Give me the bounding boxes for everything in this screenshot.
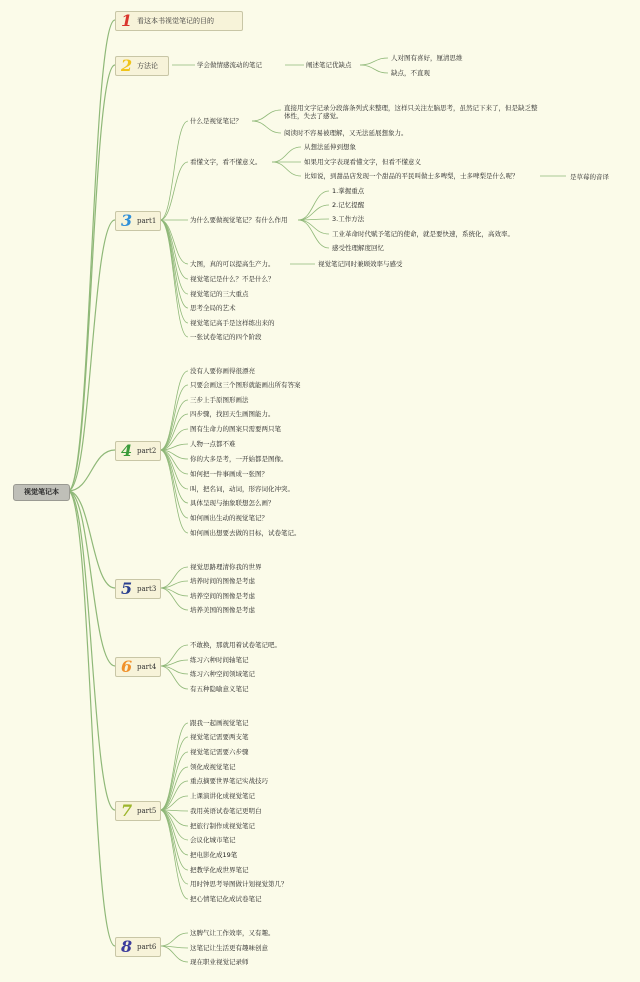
number-1-icon: 1	[121, 11, 133, 30]
part5-item[interactable]: 我用英语试卷笔记更明白	[190, 807, 262, 815]
connector-line	[272, 147, 301, 162]
connector-line	[160, 588, 188, 610]
connector-line	[68, 65, 115, 491]
connector-line	[160, 400, 188, 450]
number-8-icon: 8	[121, 937, 133, 956]
connector-line	[160, 810, 188, 840]
connector-line	[160, 450, 188, 518]
connector-line	[160, 810, 188, 870]
method-leaf[interactable]: 人对图有喜好，厘清思维	[391, 54, 463, 62]
method-node[interactable]: 学会做情感流动的笔记	[197, 61, 262, 69]
part5-item[interactable]: 把心情笔记化成试卷笔记	[190, 895, 262, 903]
branch-3-label: part1	[137, 217, 157, 225]
connector-line	[252, 121, 281, 133]
part1-subitem[interactable]: 工业革命时代赋予笔记的使命，就是要快速，系统化，高效率。	[332, 230, 514, 238]
part6-item[interactable]: 现在职业视觉记录师	[190, 958, 249, 966]
branch-8-node[interactable]	[115, 937, 161, 957]
number-6-icon: 6	[121, 657, 133, 676]
branch-7-node[interactable]	[115, 801, 161, 821]
part2-item[interactable]: 人物一点都不难	[190, 440, 236, 448]
connector-line	[360, 65, 388, 73]
part6-item[interactable]: 这笔记让生活更有趣味创意	[190, 944, 268, 952]
branch-5-node[interactable]	[115, 579, 161, 599]
part3-item[interactable]: 培养空间的图像是考虑	[190, 592, 255, 600]
number-4-icon: 4	[121, 441, 133, 460]
part5-item[interactable]: 跟我一起画视觉笔记	[190, 719, 249, 727]
part2-item[interactable]: 你的大多是考，一开始都是图像。	[190, 455, 288, 463]
part1-item[interactable]: 视觉笔记的三大重点	[190, 290, 249, 298]
branch-3-node[interactable]	[115, 211, 161, 231]
part2-item[interactable]: 叫，把名词，动词，形容词化冲突。	[190, 485, 294, 493]
part1-subitem[interactable]: 比如说，到甜品店发现一个甜品的平民叫做士多啤梨，士多啤梨是什么呢？	[304, 172, 519, 180]
connector-line	[160, 752, 188, 810]
part2-item[interactable]: 图有生命力的图案只需要两只笔	[190, 425, 281, 433]
part2-item[interactable]: 三步上手原图形画法	[190, 396, 249, 404]
part1-item[interactable]: 什么是视觉笔记？	[190, 117, 242, 125]
connector-line	[298, 220, 329, 234]
branch-4-label: part2	[137, 447, 157, 455]
part1-item[interactable]: 大图，真的可以提高生产力。	[190, 260, 275, 268]
part1-subitem[interactable]: 如果用文字表现看懂文字，但看不懂意义	[304, 158, 421, 166]
connector-line	[160, 121, 188, 220]
connector-line	[160, 810, 188, 884]
part1-subitem[interactable]: 感受性理解度回忆	[332, 244, 384, 252]
part5-item[interactable]: 上课演讲化成视觉笔记	[190, 792, 255, 800]
connector-line	[160, 933, 188, 946]
part6-item[interactable]: 这脾气让工作效率，又有趣。	[190, 929, 275, 937]
part5-item[interactable]: 会议化城市笔记	[190, 836, 236, 844]
part4-item[interactable]: 有五种隐喻意义笔记	[190, 685, 249, 693]
connector-line	[68, 491, 115, 666]
part5-item[interactable]: 把电影化成19笔	[190, 851, 238, 859]
method-sub-node[interactable]: 阐述笔记优缺点	[306, 61, 352, 69]
number-2-icon: 2	[121, 56, 133, 75]
connector-line	[160, 371, 188, 450]
branch-2-label: 方法论	[137, 62, 158, 70]
part2-item[interactable]: 具体呈现与抽象联想怎么画？	[190, 499, 275, 507]
branch-1-node[interactable]	[115, 11, 243, 31]
connector-line	[160, 666, 188, 689]
connector-line	[160, 810, 188, 899]
part2-item[interactable]: 如何把一件事画成一张图？	[190, 470, 268, 478]
part1-item[interactable]: 视觉笔记是什么？不是什么？	[190, 275, 275, 283]
branch-6-node[interactable]	[115, 657, 161, 677]
part1-item[interactable]: 一张试卷笔记的四个阶段	[190, 333, 262, 341]
part4-item[interactable]: 不敢换，那就用着试卷笔记吧。	[190, 641, 281, 649]
connector-line	[160, 723, 188, 810]
connector-line	[68, 450, 115, 491]
part1-tail[interactable]: 是草莓的音译	[570, 173, 609, 181]
connector-line	[160, 220, 188, 323]
part2-item[interactable]: 四步骤，找回天生画图能力。	[190, 410, 275, 418]
connector-line	[160, 220, 188, 308]
connector-line	[160, 781, 188, 810]
branch-8-label: part6	[137, 943, 157, 951]
number-3-icon: 3	[121, 211, 133, 230]
connector-line	[252, 110, 281, 121]
part3-item[interactable]: 视觉思路理清你我的世界	[190, 563, 262, 571]
branch-2-node[interactable]	[115, 56, 169, 76]
part3-item[interactable]: 培养美国的图像是考虑	[190, 606, 255, 614]
number-7-icon: 7	[121, 801, 133, 820]
part2-item[interactable]: 如何画出想要去做的目标，试卷笔记。	[190, 529, 301, 537]
part1-tail[interactable]: 视觉笔记同时兼顾效率与感受	[318, 260, 403, 268]
part2-item[interactable]: 没有人要你画得很漂亮	[190, 367, 255, 375]
connector-line	[160, 946, 188, 962]
connector-line	[298, 205, 329, 220]
part1-subitem[interactable]: 阅读时不容易被理解，又无法延展想象力。	[284, 129, 408, 137]
connector-line	[160, 220, 188, 294]
part4-item[interactable]: 练习六种时间轴笔记	[190, 656, 249, 664]
connector-line	[68, 491, 115, 946]
part5-item[interactable]: 领化成视觉笔记	[190, 763, 236, 771]
connector-line	[160, 737, 188, 810]
root-node[interactable]: 视觉笔记本	[13, 484, 70, 501]
connector-line	[160, 385, 188, 450]
connector-line	[272, 162, 301, 176]
part3-item[interactable]: 培养时间的图像是考虑	[190, 577, 255, 585]
part2-item[interactable]: 如何画出生动的视觉笔记？	[190, 514, 268, 522]
part1-item[interactable]: 视觉笔记高手是这样练出来的	[190, 319, 275, 327]
part1-subitem[interactable]: 从想法延伸到想象	[304, 143, 356, 151]
part2-item[interactable]: 只要会画这三个图形就能画出所有答案	[190, 381, 301, 389]
part4-item[interactable]: 练习六种空间领域笔记	[190, 670, 255, 678]
method-leaf[interactable]: 缺点，不直观	[391, 69, 430, 77]
connector-line	[360, 58, 388, 65]
part5-item[interactable]: 用时钟思考导图做计划视觉第几？	[190, 880, 288, 888]
branch-7-label: part5	[137, 807, 157, 815]
part5-item[interactable]: 把教学化成世界笔记	[190, 866, 249, 874]
part1-subitem[interactable]: 2.记忆提醒	[332, 201, 365, 209]
connector-line	[68, 20, 115, 491]
part1-item[interactable]: 看懂文字，看不懂意义。	[190, 158, 262, 166]
branch-4-node[interactable]	[115, 441, 161, 461]
part1-item[interactable]: 思考全局的艺术	[190, 304, 236, 312]
part1-subitem[interactable]: 1.掌握重点	[332, 187, 365, 195]
connector-line	[298, 220, 329, 248]
connector-line	[160, 450, 188, 503]
part5-item[interactable]: 视觉笔记需要两支笔	[190, 733, 249, 741]
number-5-icon: 5	[121, 579, 133, 598]
branch-6-label: part4	[137, 663, 157, 671]
branch-1-label: 看这本书视觉笔记的目的	[137, 17, 214, 25]
part1-subitem[interactable]: 3.工作方法	[332, 215, 365, 223]
branch-5-label: part3	[137, 585, 157, 593]
part5-item[interactable]: 视觉笔记需要六步骤	[190, 748, 249, 756]
part5-item[interactable]: 把旅行制作成视觉笔记	[190, 822, 255, 830]
part1-subitem[interactable]: 直接用文字记录分段落条列式来整理，这样只关注左脑思考，虽然记下来了，但是缺乏整体性，失去了感觉。	[284, 104, 538, 120]
part5-item[interactable]: 重点摘要世界笔记实战技巧	[190, 777, 268, 785]
part1-item[interactable]: 为什么要做视觉笔记？有什么作用	[190, 216, 288, 224]
